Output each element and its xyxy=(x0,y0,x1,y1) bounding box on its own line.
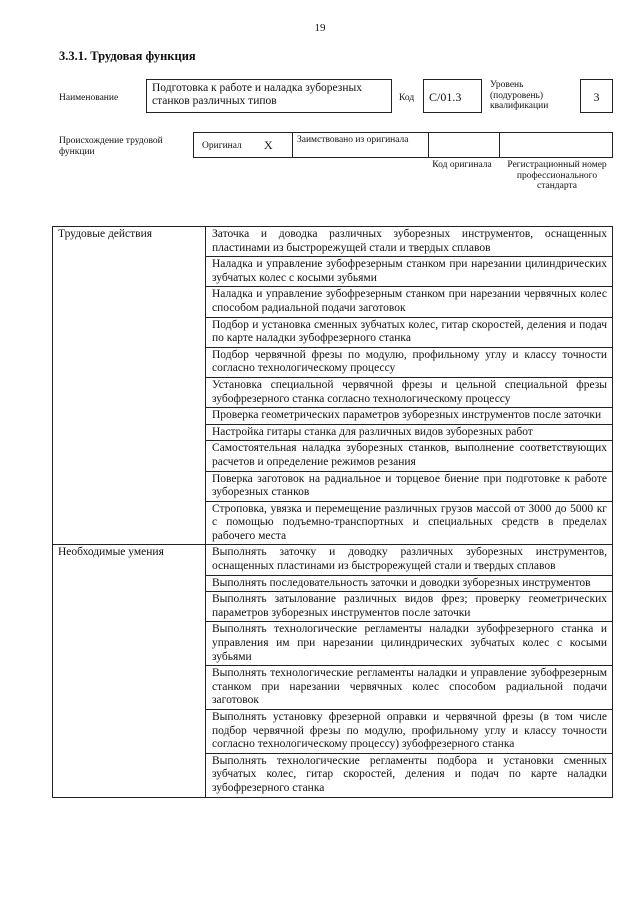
table-cell: Поверка заготовок на радиальное и торцевое биение при подготовке к работе зуборезных станков xyxy=(206,471,613,501)
table-cell: Настройка гитары станка для различных видов зуборезных работ xyxy=(206,424,613,441)
table-cell: Подбор и установка сменных зубчатых колес, гитар скоростей, деления и подач по карте наладки зубофрезерного станка xyxy=(206,317,613,347)
code-value: C/01.3 xyxy=(423,79,482,113)
table-cell: Подбор червячной фрезы по модулю, профильному углу и классу точности согласно технологическому процессу xyxy=(206,347,613,377)
section-title: 3.3.1. Трудовая функция xyxy=(59,49,196,63)
table-cell: Выполнять заточку и доводку различных зуборезных инструментов, оснащенных пластинами из быстрорежущей стали и твердых сплавов xyxy=(206,545,613,575)
original-label: Оригинал xyxy=(202,141,242,151)
table-cell: Установка специальной червячной фрезы и цельной специальной фрезы зубофрезерного станка согласно технологическому процессу xyxy=(206,377,613,407)
original-mark: X xyxy=(264,138,273,152)
table-cell: Строповка, увязка и перемещение различных грузов массой от 3000 до 5000 кг с помощью подъемно-транспортных и специальных средств в пределах рабочего места xyxy=(206,501,613,545)
section-title-cell: Необходимые умения xyxy=(53,545,206,797)
table-cell: Заточка и доводка различных зуборезных инструментов, оснащенных пластинами из быстрорежущей стали и твердых сплавов xyxy=(206,227,613,257)
reg-number-caption: Регистрационный номер профессионального стандарта xyxy=(507,160,607,191)
code-original-cell xyxy=(428,133,500,157)
borrowed-label: Заимствовано из оригинала xyxy=(297,135,409,145)
table-cell: Наладка и управление зубофрезерным станком при нарезании цилиндрических зубчатых колес с косыми зубьями xyxy=(206,257,613,287)
origin-label: Происхождение трудовой функции xyxy=(59,136,163,157)
section-title-cell: Трудовые действия xyxy=(53,227,206,545)
level-value: 3 xyxy=(580,79,613,113)
table-cell: Выполнять затылование различных видов фрез; проверку геометрических параметров зуборезных инструментов после заточки xyxy=(206,592,613,622)
code-label: Код xyxy=(399,93,415,103)
code-original-caption: Код оригинала xyxy=(432,160,492,170)
table-cell: Наладка и управление зубофрезерным станком при нарезании червячных колес способом радиальной подачи заготовок xyxy=(206,287,613,317)
table-cell: Выполнять технологические регламенты наладки и управление зубофрезерным станком при нарезании червячных колес способом радиальной подачи заготовок xyxy=(206,666,613,710)
table-cell: Выполнять последовательность заточки и доводки зуборезных инструментов xyxy=(206,575,613,592)
table-cell: Выполнять технологические регламенты наладки зубофрезерного станка и управления им при нарезании цилиндрических зубчатых колес с косыми зубьями xyxy=(206,622,613,666)
table-cell: Самостоятельная наладка зуборезных станков, выполнение соответствующих расчетов и определение режимов резания xyxy=(206,441,613,471)
name-value: Подготовка к работе и наладка зуборезных станков различных типов xyxy=(146,79,392,113)
table-row xyxy=(53,545,613,575)
table-cell: Выполнять установку фрезерной оправки и червячной фрезы (в том числе подбор червячной фрезы по модулю, профильному углу и классу точности согласно технологическому процессу) зубофрезерного станка xyxy=(206,710,613,754)
table-row xyxy=(53,227,613,257)
level-label: Уровень (подуровень) квалификации xyxy=(490,80,549,111)
table-cell: Проверка геометрических параметров зуборезных инструментов после заточки xyxy=(206,408,613,425)
page-number: 19 xyxy=(314,22,326,34)
original-cell xyxy=(194,133,293,157)
origin-table xyxy=(193,132,613,158)
name-label: Наименование xyxy=(59,93,119,103)
table-cell: Выполнять технологические регламенты подбора и установки сменных зубчатых колес, гитар скоростей, деления и подач по карте наладки зубофрезерного станка xyxy=(206,753,613,797)
functions-table xyxy=(52,226,613,798)
